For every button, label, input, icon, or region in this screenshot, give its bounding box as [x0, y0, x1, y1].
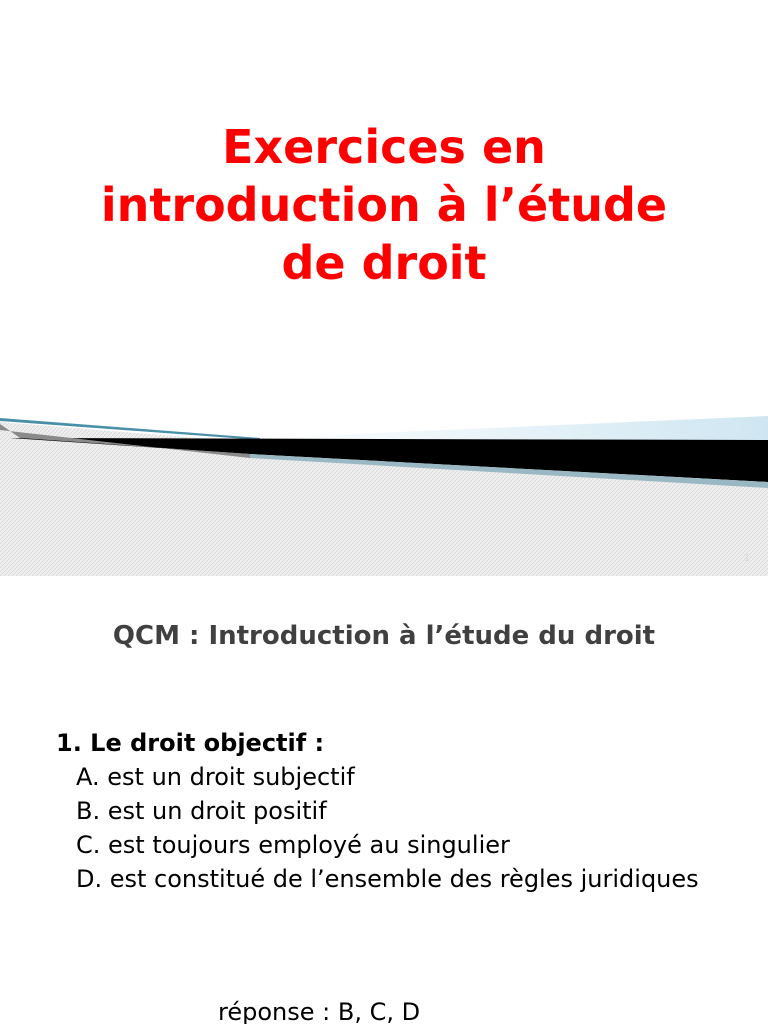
question-block — [56, 726, 736, 896]
decorative-bands — [0, 400, 768, 576]
option-d: D. est constitué de l’ensemble des règles juridiques — [76, 865, 699, 893]
answer-text: réponse : B, C, D — [218, 998, 421, 1024]
title-line-1: Exercices en — [222, 120, 546, 174]
slide-number: 1 — [743, 553, 750, 564]
answer-options-list — [56, 760, 736, 896]
title-slide-heading — [30, 118, 738, 292]
option-b: B. est un droit positif — [76, 797, 327, 825]
question-heading: 1. Le droit objectif : — [56, 729, 325, 757]
light-blue-band — [260, 416, 768, 440]
title-line-3: de droit — [281, 236, 487, 290]
option-a: A. est un droit subjectif — [76, 763, 355, 791]
option-c: C. est toujours employé au singulier — [76, 831, 510, 859]
title-line-2: introduction à l’étude — [100, 178, 668, 232]
question-slide-title: QCM : Introduction à l’étude du droit — [112, 621, 656, 651]
question-slide — [0, 576, 768, 1024]
